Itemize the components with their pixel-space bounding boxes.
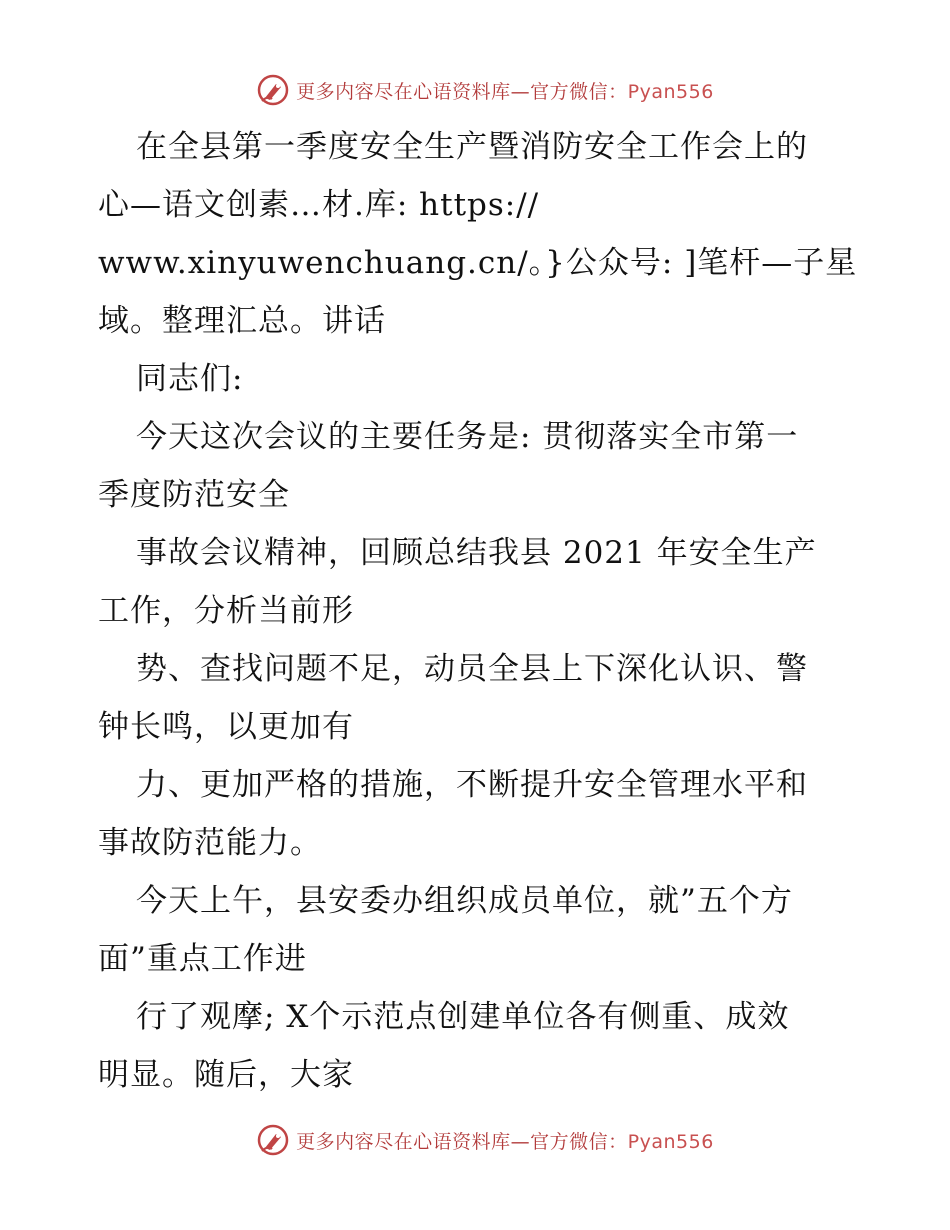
text-line: www.xinyuwenchuang.cn/。}公众号: ]笔杆—子星 (98, 245, 858, 281)
text-line: 域。整理汇总。讲话 (98, 303, 386, 339)
text-line: 势、查找问题不足，动员全县上下深化认识、警 (136, 651, 808, 687)
banner-text: 更多内容尽在心语资料库—官方微信：Pyan556 (296, 1130, 714, 1153)
text-line: 面”重点工作进 (98, 941, 307, 977)
text-line: 季度防范安全 (98, 477, 290, 513)
header-banner (0, 70, 950, 110)
pen-nib-logo-icon (256, 73, 290, 107)
text-line: 钟长鸣，以更加有 (98, 709, 354, 745)
text-line: 同志们: (136, 361, 244, 397)
text-line: 今天上午，县安委办组织成员单位，就”五个方 (136, 883, 793, 919)
banner-text: 更多内容尽在心语资料库—官方微信：Pyan556 (296, 80, 714, 103)
document-body (98, 118, 858, 1104)
text-line: 在全县第一季度安全生产暨消防安全工作会上的 (136, 129, 808, 165)
text-line: 力、更加严格的措施，不断提升安全管理水平和 (136, 767, 808, 803)
text-line: 工作，分析当前形 (98, 593, 354, 629)
text-line: 事故防范能力。 (98, 825, 322, 861)
text-line: 事故会议精神，回顾总结我县 2021 年安全生产 (136, 535, 817, 571)
text-line: 心—语文创素…材.库: https:// (98, 187, 540, 223)
text-line: 明显。随后，大家 (98, 1057, 354, 1093)
footer-banner (0, 1120, 950, 1160)
text-line: 行了观摩; X个示范点创建单位各有侧重、成效 (136, 999, 790, 1035)
pen-nib-logo-icon (256, 1123, 290, 1157)
text-line: 今天这次会议的主要任务是: 贯彻落实全市第一 (136, 419, 799, 455)
